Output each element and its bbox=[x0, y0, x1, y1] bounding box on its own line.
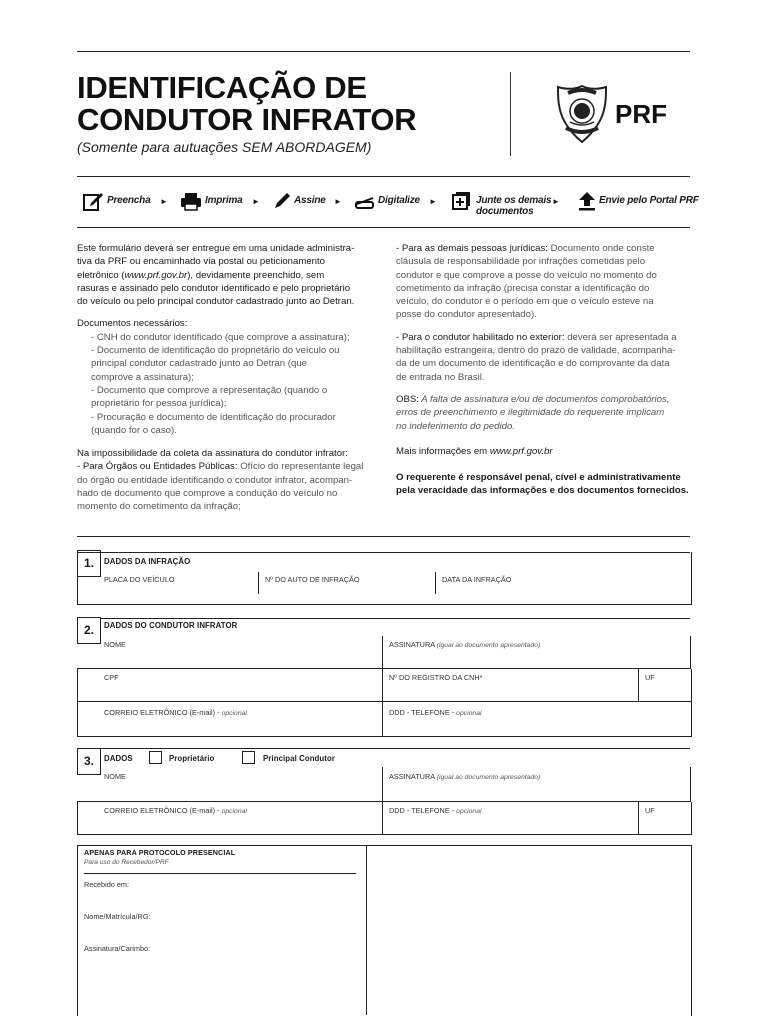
step-label: Preencha bbox=[107, 195, 151, 206]
principal-condutor-label: Principal Condutor bbox=[263, 754, 335, 763]
docs-item: (quando for o caso). bbox=[91, 424, 177, 436]
impossibility-text bbox=[77, 460, 377, 513]
info-link[interactable]: www.prf.gov.br bbox=[489, 445, 553, 457]
tel-note: opcional bbox=[456, 710, 482, 717]
step-label: Junte os demais bbox=[476, 195, 552, 206]
intro-line: eletrônico ( bbox=[77, 269, 125, 281]
info-lead: Mais informações em bbox=[396, 445, 490, 457]
email-field[interactable] bbox=[104, 708, 247, 717]
imposs-line: hado de documento que comprove a condução do veículo no bbox=[77, 488, 338, 500]
placa-field[interactable]: PLACA DO VEÍCULO bbox=[104, 575, 175, 584]
dados-uf-field[interactable]: UF bbox=[645, 806, 655, 815]
data-infracao-field[interactable]: DATA DA INFRAÇÃO bbox=[442, 575, 512, 584]
field-separator bbox=[382, 669, 383, 701]
step-label-2: documentos bbox=[476, 206, 534, 217]
obs-lead: OBS: bbox=[396, 393, 419, 405]
dados-nome-field[interactable]: NOME bbox=[104, 772, 126, 781]
field-separator bbox=[258, 572, 259, 594]
obs-line: no indeferimento do pedido. bbox=[396, 420, 515, 432]
resp-line: pela veracidade das informações e dos documentos fornecidos. bbox=[396, 485, 689, 497]
obs-line: A falta de assinatura e/ou de documentos comprobatórios, bbox=[418, 393, 670, 405]
tel-label: DDD - TELEFONE - bbox=[389, 708, 457, 717]
dados-email-field[interactable] bbox=[104, 806, 247, 815]
intro-line: ), devidamente preenchido, sem bbox=[187, 269, 325, 281]
dados-assinatura-field[interactable] bbox=[389, 772, 540, 781]
header-divider bbox=[510, 72, 511, 156]
docs-item: - Procuração e documento de identificação do procurador bbox=[91, 411, 336, 423]
section-2-title: DADOS DO CONDUTOR INFRATOR bbox=[104, 621, 238, 630]
arrow-icon: ► bbox=[429, 197, 437, 206]
intro-line: rasuras e assinado pelo condutor identificado e pelo proprietário bbox=[77, 282, 351, 294]
principal-condutor-checkbox[interactable] bbox=[242, 751, 255, 764]
docs-item: - Documento de identificação do proprietário do veículo ou bbox=[91, 345, 340, 357]
intro-line: Este formulário deverá ser entregue em uma unidade administra- bbox=[77, 243, 355, 254]
assinatura-note: (igual ao documento apresentado) bbox=[436, 642, 541, 649]
field-separator bbox=[382, 767, 383, 801]
tel-note: opcional bbox=[456, 808, 482, 815]
field-separator bbox=[382, 636, 383, 668]
protocol-separator bbox=[366, 845, 367, 1015]
pj-lead: - Para as demais pessoas jurídicas: bbox=[396, 243, 548, 254]
pj-line: condutor e que comprove a posse do veículo no momento do bbox=[396, 269, 657, 281]
tel-label: DDD - TELEFONE - bbox=[389, 806, 457, 815]
pencil-square-icon bbox=[82, 190, 104, 212]
assinatura-note: (igual ao documento apresentado) bbox=[436, 774, 541, 781]
steps-bottom-rule bbox=[77, 227, 690, 228]
portal-link[interactable]: www.prf.gov.br bbox=[124, 269, 188, 281]
docs-item: comprove a assinatura); bbox=[91, 371, 194, 383]
nome-field[interactable]: NOME bbox=[104, 640, 126, 649]
section-1-number: 1. bbox=[77, 550, 101, 577]
add-document-icon bbox=[452, 191, 472, 211]
docs-title: Documentos necessários: bbox=[77, 318, 188, 330]
docs-item: principal condutor cadastrado junto ao Detran (que bbox=[91, 358, 307, 370]
proprietario-checkbox[interactable] bbox=[149, 751, 162, 764]
step-label: Envie pelo Portal PRF bbox=[599, 195, 699, 206]
field-separator bbox=[638, 669, 639, 701]
condutor-row-1 bbox=[77, 636, 691, 669]
obs-text bbox=[396, 393, 696, 433]
email-note: opcional bbox=[221, 808, 247, 815]
carimbo-field[interactable]: Assinatura/Carimbo: bbox=[84, 944, 151, 953]
impossibility-title: Na impossibilidade da coleta da assinatura do condutor infrator: bbox=[77, 448, 348, 460]
field-separator bbox=[435, 572, 436, 594]
section-2-number: 2. bbox=[77, 617, 101, 644]
field-separator bbox=[382, 802, 383, 834]
arrow-icon: ► bbox=[552, 197, 560, 206]
protocol-box bbox=[77, 845, 692, 1016]
pen-icon bbox=[272, 191, 292, 211]
email-label: CORREIO ELETRÔNICO (E-mail) - bbox=[104, 708, 222, 717]
dados-telefone-field[interactable] bbox=[389, 806, 482, 815]
field-separator bbox=[638, 802, 639, 834]
docs-item: - CNH do condutor identificado (que comprove a assinatura); bbox=[91, 331, 350, 343]
arrow-icon: ► bbox=[160, 197, 168, 206]
pj-line: posse do condutor apresentado). bbox=[396, 309, 537, 321]
pj-line: cometimento da infração (precisa constar a identificação do bbox=[396, 282, 650, 294]
section-3-number: 3. bbox=[77, 748, 101, 775]
assinatura-field[interactable] bbox=[389, 640, 540, 649]
top-rule bbox=[77, 51, 690, 52]
section-3-title: DADOS bbox=[104, 754, 133, 763]
dados-row-1 bbox=[77, 767, 691, 802]
steps-top-rule bbox=[77, 176, 690, 177]
title-line-1: IDENTIFICAÇÃO DE bbox=[77, 70, 367, 105]
instructions-right bbox=[396, 242, 696, 498]
intro-paragraph bbox=[77, 242, 377, 308]
printer-icon bbox=[180, 192, 202, 211]
page-title bbox=[77, 72, 416, 136]
imposs-line: Ofício do representante legal bbox=[237, 461, 364, 473]
instructions-left bbox=[77, 242, 377, 514]
docs-list bbox=[77, 331, 377, 437]
email-label: CORREIO ELETRÔNICO (E-mail) - bbox=[104, 806, 222, 815]
resp-line: O requerente é responsável penal, cível e administrativamente bbox=[396, 472, 681, 484]
exterior-text bbox=[396, 331, 696, 384]
scanner-icon bbox=[355, 194, 375, 210]
page-subtitle: (Somente para autuações SEM ABORDAGEM) bbox=[77, 139, 372, 155]
upload-icon bbox=[578, 191, 596, 211]
ext-line: habilitação estrangeira, dentro do prazo de validade, acompanha- bbox=[396, 345, 676, 357]
pj-line: cláusula de responsabilidade por infrações cometidas pelo bbox=[396, 256, 646, 268]
matricula-field[interactable]: Nome/Matrícula/RG: bbox=[84, 912, 151, 921]
ext-lead: - Para o condutor habilitado no exterior: bbox=[396, 331, 565, 343]
arrow-icon: ► bbox=[334, 197, 342, 206]
section-1-top-line bbox=[77, 552, 690, 553]
docs-item: proprietário for pessoa jurídica); bbox=[91, 398, 227, 410]
step-label: Assine bbox=[294, 195, 326, 206]
assinatura-label: ASSINATURA bbox=[389, 772, 435, 781]
pj-line: Documento onde conste bbox=[547, 243, 655, 254]
email-note: opcional bbox=[221, 710, 247, 717]
step-label: Digitalize bbox=[378, 195, 420, 206]
obs-line: erros de preenchimento e ilegitimidade do requerente implicam bbox=[396, 407, 665, 419]
recebido-field[interactable]: Recebido em: bbox=[84, 880, 130, 889]
section-2-top-line bbox=[77, 618, 690, 619]
pj-text bbox=[396, 242, 696, 322]
prf-badge-icon bbox=[556, 84, 608, 144]
ext-line: de entrada no Brasil. bbox=[396, 371, 485, 383]
more-info bbox=[396, 445, 696, 458]
form-top-rule bbox=[77, 536, 690, 537]
auto-infracao-field[interactable]: Nº DO AUTO DE INFRAÇÃO bbox=[265, 575, 360, 584]
cnh-field[interactable]: Nº DO REGISTRO DA CNH* bbox=[389, 673, 483, 682]
imposs-line: momento do cometimento da infração; bbox=[77, 501, 241, 513]
title-line-2: CONDUTOR INFRATOR bbox=[77, 102, 417, 137]
condutor-row-2 bbox=[77, 669, 692, 702]
ext-line: deverá ser apresentada a bbox=[564, 331, 677, 343]
docs-item: - Documento que comprove a representação (quando o bbox=[91, 384, 328, 396]
intro-line: tiva da PRF ou encaminhado via postal ou peticionamento bbox=[77, 256, 325, 268]
intro-line: do veículo ou pelo principal condutor cadastrado junto ao Detran. bbox=[77, 296, 355, 308]
uf-field[interactable]: UF bbox=[645, 673, 655, 682]
telefone-field[interactable] bbox=[389, 708, 482, 717]
cpf-field[interactable]: CPF bbox=[104, 673, 119, 682]
assinatura-label: ASSINATURA bbox=[389, 640, 435, 649]
pj-line: veículo, do condutor e o período em que o veículo esteve na bbox=[396, 296, 654, 308]
proprietario-label: Proprietário bbox=[169, 754, 215, 763]
step-label: Imprima bbox=[205, 195, 243, 206]
prf-logo-text: PRF bbox=[615, 99, 667, 129]
section-1-title: DADOS DA INFRAÇÃO bbox=[104, 557, 191, 566]
protocol-subtitle: Para uso do Recebedor/PRF bbox=[84, 859, 169, 866]
protocol-rule bbox=[84, 873, 356, 874]
protocol-title: APENAS PARA PROTOCOLO PRESENCIAL bbox=[84, 848, 236, 857]
responsibility-text bbox=[396, 471, 696, 498]
arrow-icon: ► bbox=[252, 197, 260, 206]
section-3-top-line bbox=[77, 748, 690, 749]
imposs-line: do órgão ou entidade identificando o condutor infrator, acompan- bbox=[77, 474, 353, 486]
field-separator bbox=[382, 702, 383, 736]
imposs-lead: - Para Órgãos ou Entidades Públicas: bbox=[77, 461, 238, 473]
ext-line: da de um documento de identificação e do comprovante da data bbox=[396, 358, 670, 370]
